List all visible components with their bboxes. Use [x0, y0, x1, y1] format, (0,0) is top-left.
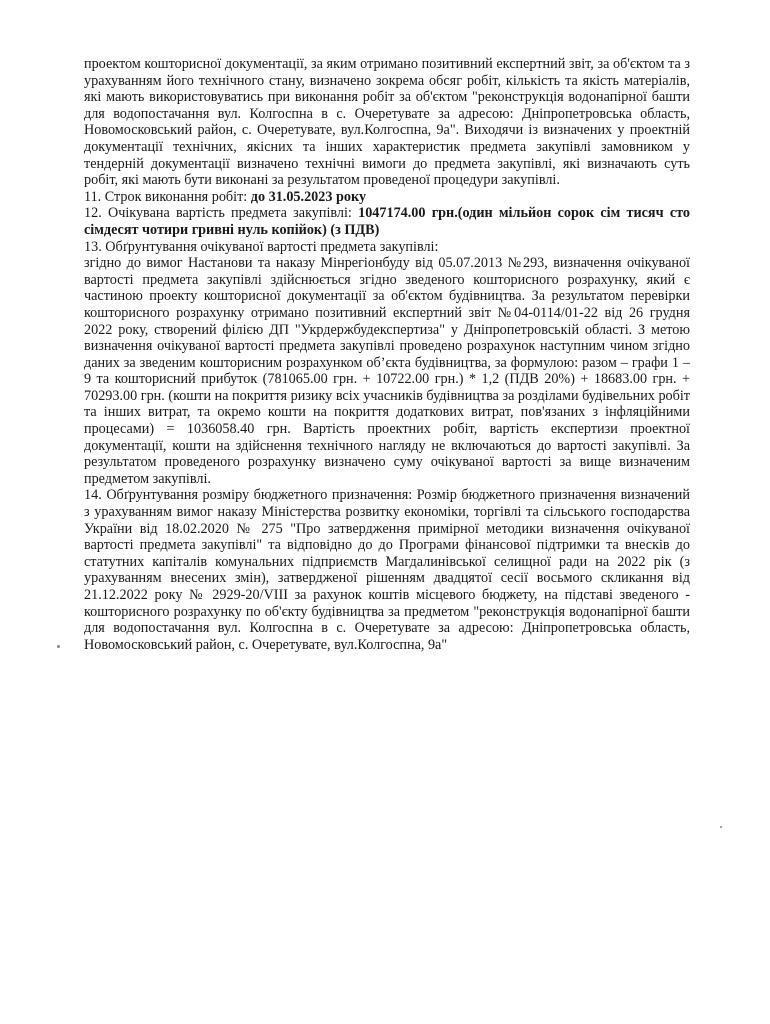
- paragraph-10-continuation: проектом кошторисної документації, за яким отримано позитивний експертний звіт, за об'єктом та з урахуванням його технічного стану, визначено зокрема обсяг робіт, кількість та якість матеріалів, які мають використовуватись при виконання робіт за об'єктом "реконструкція водонапірної башти для водопостачання вул. Колгоспна в с. Очеретувате за адресою: Дніпропетровська область, Новомосковський район, с. Очеретувате, вул.Колгоспна, 9а". Виходячи із визначених у проектній документації технічних, якісних та інших характеристик предмета закупівлі замовником у тендерній документації визначено технічні вимоги до предмета закупівлі, які визначають суть робіт, які мають бути виконані за результатом проведеної процедури закупівлі.: [84, 56, 690, 189]
- expected-cost-label: 12. Очікувана вартість предмета закупівлі:: [84, 205, 359, 222]
- paragraph-12-expected-cost: [84, 205, 690, 238]
- paragraph-13-heading: 13. Обґрунтування очікуваної вартості предмета закупівлі:: [84, 238, 439, 255]
- deadline-label: 11. Строк виконання робіт:: [84, 188, 251, 205]
- expected-cost-value: 1047174.00 грн.(один мільйон сорок сім тисяч сто сімдесят чотири гривні нуль копійок) (з ПДВ): [84, 205, 690, 238]
- paragraph-11-deadline: [84, 189, 690, 206]
- paragraph-14-budget: 14. Обґрунтування розміру бюджетного призначення: Розмір бюджетного призначення визначений з урахуванням вимог наказу Міністерства розвитку економіки, торгівлі та сільського господарства України від 18.02.2020 № 275 "Про затвердження примірної методики визначення очікуваної вартості предмета закупівлі" та відповідно до до Програми фінансової підтримки та внесків до статутних капіталів комунальних підприємств Магдалинівської селищної ради на 2022 рік (з урахуванням внесених змін), затвердженої рішенням двадцятої сесії восьмого скликання від 21.12.2022 року № 2929-20/VIII за рахунок коштів місцевого бюджету, на підставі зведеного - кошторисного розрахунку по об'єкту будівництва за предметом "реконструкція водонапірної башти для водопостачання вул. Колгоспна в с. Очеретувате за адресою: Дніпропетровська область, Новомосковський район, с. Очеретувате, вул.Колгоспна, 9а": [84, 487, 690, 653]
- scan-speck-right: [720, 826, 722, 828]
- paragraph-13-text: згідно до вимог Настанови та наказу Мінрегіонбуду від 05.07.2013 №293, визначення очікуваної вартості предмета закупівлі здійснюється згідно зведеного кошторисного розрахунку, який є частиною проекту кошторисної документації за об'єктом будівництва. За результатом перевірки кошторисного розрахунку отримано позитивний експертний звіт №04-0114/01-22 від 26 грудня 2022 року, створений філією ДП "Укрдержбудекспертиза" у Дніпропетровській області. З метою визначення очікуваної вартості предмета закупівлі проведено розрахунок наступним чином згідно даних за зведеним кошторисним розрахунком об’єкта будівництва, за формулою: разом – графи 1 – 9 та кошторисний прибуток (781065.00 грн. + 10722.00 грн.) * 1,2 (ПДВ 20%) + 18683.00 грн. + 70293.00 грн. (кошти на покриття ризику всіх учасників будівництва за розділами будівельних робіт та інших витрат, та окремо кошти на покриття додаткових витрат, пов'язаних з інфляційними процесами) = 1036058.40 грн. Вартість проектних робіт, вартість експертизи проектної документації, кошти на здійснення технічного нагляду не включаються до вартості закупівлі. За результатом проведеного розрахунку визначено суму очікуваної вартості за вище визначеним предметом закупівлі.: [84, 255, 690, 487]
- scan-speck-left: [57, 645, 60, 648]
- deadline-value: до 31.05.2023 року: [250, 188, 367, 205]
